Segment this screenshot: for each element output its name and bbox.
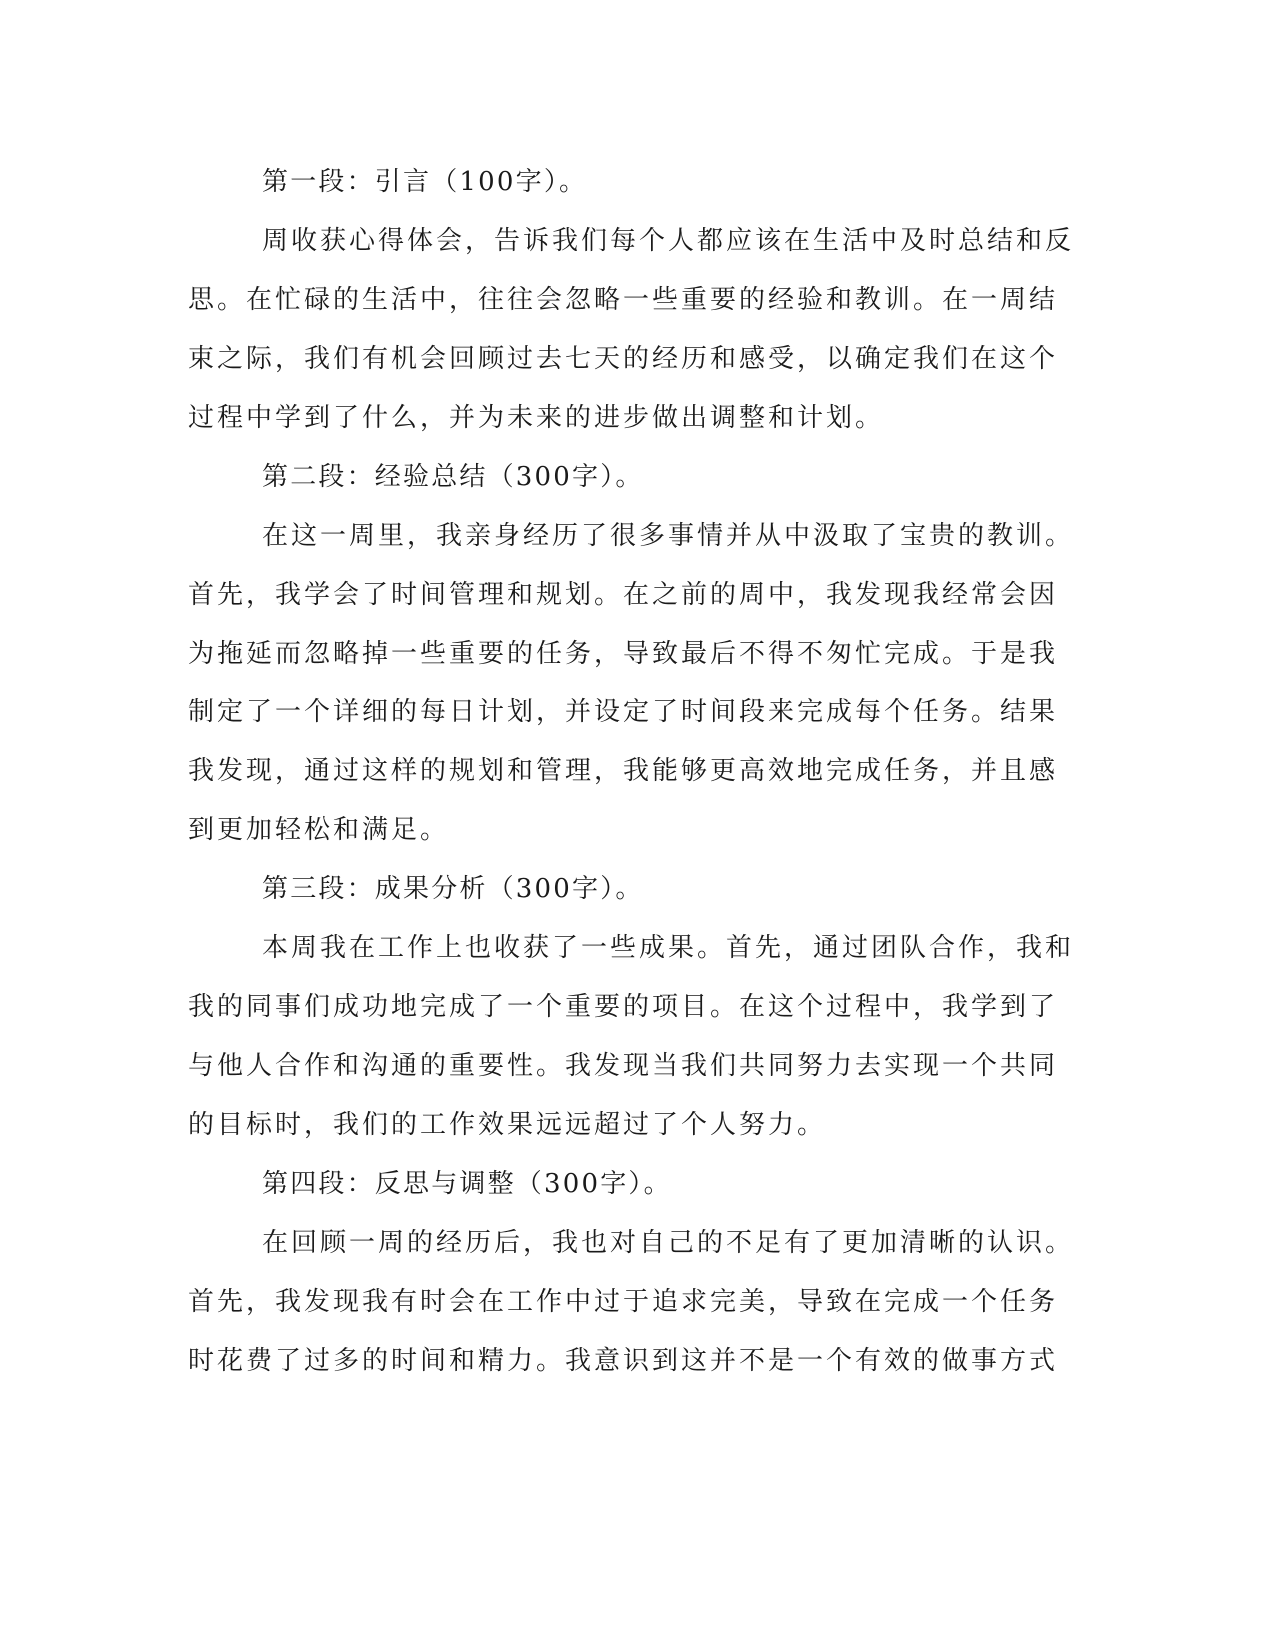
section-heading-2: 第二段：经验总结（300字）。 bbox=[262, 462, 644, 492]
paragraph-line: 本周我在工作上也收获了一些成果。首先，通过团队合作，我和 bbox=[262, 933, 1075, 963]
paragraph-line: 首先，我学会了时间管理和规划。在之前的周中，我发现我经常会因 bbox=[188, 580, 1059, 610]
paragraph-line: 过程中学到了什么，并为未来的进步做出调整和计划。 bbox=[188, 403, 885, 433]
paragraph-line: 到更加轻松和满足。 bbox=[188, 815, 450, 845]
paragraph-line: 周收获心得体会，告诉我们每个人都应该在生活中及时总结和反 bbox=[262, 226, 1075, 256]
paragraph-line: 时花费了过多的时间和精力。我意识到这并不是一个有效的做事方式 bbox=[188, 1346, 1059, 1376]
section-heading-1: 第一段：引言（100字）。 bbox=[262, 167, 588, 197]
paragraph-line: 思。在忙碌的生活中，往往会忽略一些重要的经验和教训。在一周结 bbox=[188, 285, 1059, 315]
paragraph-line: 的目标时，我们的工作效果远远超过了个人努力。 bbox=[188, 1110, 827, 1140]
paragraph-line: 首先，我发现我有时会在工作中过于追求完美，导致在完成一个任务 bbox=[188, 1287, 1059, 1317]
paragraph-line: 我的同事们成功地完成了一个重要的项目。在这个过程中，我学到了 bbox=[188, 992, 1059, 1022]
paragraph-line: 为拖延而忽略掉一些重要的任务，导致最后不得不匆忙完成。于是我 bbox=[188, 639, 1059, 669]
section-heading-4: 第四段：反思与调整（300字）。 bbox=[262, 1169, 672, 1199]
section-heading-3: 第三段：成果分析（300字）。 bbox=[262, 874, 644, 904]
paragraph-line: 在这一周里，我亲身经历了很多事情并从中汲取了宝贵的教训。 bbox=[262, 521, 1075, 551]
paragraph-line: 我发现，通过这样的规划和管理，我能够更高效地完成任务，并且感 bbox=[188, 756, 1059, 786]
paragraph-line: 在回顾一周的经历后，我也对自己的不足有了更加清晰的认识。 bbox=[262, 1228, 1075, 1258]
paragraph-line: 制定了一个详细的每日计划，并设定了时间段来完成每个任务。结果 bbox=[188, 697, 1059, 727]
paragraph-line: 束之际，我们有机会回顾过去七天的经历和感受，以确定我们在这个 bbox=[188, 344, 1059, 374]
paragraph-line: 与他人合作和沟通的重要性。我发现当我们共同努力去实现一个共同 bbox=[188, 1051, 1059, 1081]
